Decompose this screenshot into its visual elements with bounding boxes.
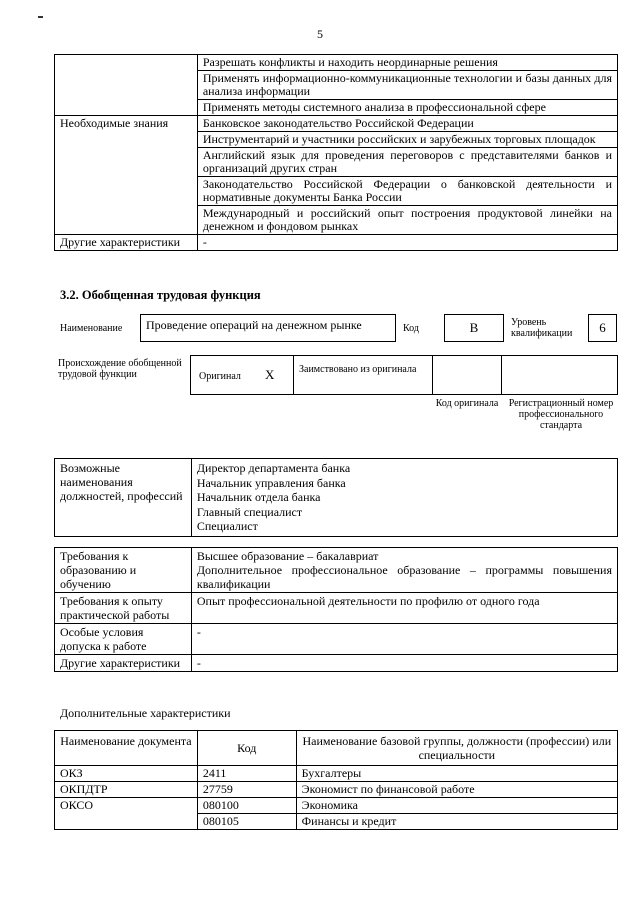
- header-code: Код: [197, 731, 296, 766]
- function-name-value: Проведение операций на денежном рынке: [146, 318, 362, 332]
- code-cell: 080100: [197, 798, 296, 814]
- requirement-label: Требования к образованию и обучению: [55, 548, 192, 593]
- table-header-row: [55, 731, 618, 766]
- requirement-value: Опыт профессиональной деятельности по профилю от одного года: [191, 593, 617, 624]
- requirement-label: Особые условия допуска к работе: [55, 624, 192, 655]
- name-cell: Финансы и кредит: [296, 814, 617, 830]
- table-row: [55, 782, 618, 798]
- empty-label-cell: [55, 55, 198, 116]
- table-row: [55, 459, 618, 537]
- borrowed-label: Заимствовано из оригинала: [299, 364, 417, 375]
- table-row: [55, 593, 618, 624]
- knowledge-cell: Инструментарий и участники российских и зарубежных торговых площадок: [197, 132, 617, 148]
- level-box: [588, 314, 617, 342]
- skill-cell: Применять информационно-коммуникационные технологии и базы данных для анализа информации: [197, 71, 617, 100]
- position-item: Начальник управления банка: [196, 475, 346, 490]
- table-row: [55, 766, 618, 782]
- requirement-value: -: [191, 624, 617, 655]
- level-value: 6: [599, 320, 606, 335]
- original-mark: X: [265, 367, 275, 382]
- name-cell: Экономист по финансовой работе: [296, 782, 617, 798]
- position-item: Специалист: [196, 519, 258, 533]
- divider: [432, 355, 433, 395]
- requirement-item: Дополнительное профессиональное образование – программы повышения квалификации: [196, 563, 612, 591]
- position-item: Главный специалист: [196, 504, 303, 519]
- doc-cell: ОКСО: [55, 798, 198, 830]
- additional-title: Дополнительные характеристики: [60, 706, 231, 720]
- knowledge-cell: Английский язык для проведения переговоров с представителями банков и организаций других стран: [197, 148, 617, 177]
- requirement-values: [191, 548, 617, 593]
- doc-cell: ОКПДТР: [55, 782, 198, 798]
- level-label: Уровень квалификации: [511, 317, 573, 339]
- scan-corner-mark: [38, 16, 43, 18]
- requirement-label: Требования к опыту практической работы: [55, 593, 192, 624]
- code-cell: 2411: [197, 766, 296, 782]
- position-item: Директор департамента банка: [196, 461, 351, 475]
- additional-table: [54, 730, 618, 830]
- positions-table: [54, 458, 618, 537]
- header-doc: Наименование документа: [55, 731, 198, 766]
- knowledge-cell: Законодательство Российской Федерации о банковской деятельности и нормативные документы Банка России: [197, 177, 617, 206]
- function-name-box: [140, 314, 396, 342]
- positions-label: Возможные наименования должностей, профессий: [55, 459, 192, 537]
- divider: [501, 355, 502, 395]
- table-row: [55, 548, 618, 593]
- table-row: [55, 624, 618, 655]
- requirement-value: -: [191, 655, 617, 672]
- table-row: [55, 798, 618, 814]
- code-value: B: [469, 320, 479, 335]
- code-box: [444, 314, 504, 342]
- table-row: [55, 655, 618, 672]
- knowledge-cell: Международный и российский опыт построения продуктовой линейки на денежном и фондовом рынках: [197, 206, 617, 235]
- knowledge-cell: Банковское законодательство Российской Федерации: [197, 116, 617, 132]
- code-cell: 080105: [197, 814, 296, 830]
- requirement-item: Высшее образование – бакалавриат: [196, 549, 379, 563]
- skills-knowledge-table: [54, 54, 618, 251]
- code-cell: 27759: [197, 782, 296, 798]
- reg-number-caption: Регистрационный номер профессионального стандарта: [508, 398, 614, 431]
- table-row: [55, 55, 618, 71]
- other-characteristics-label: Другие характеристики: [55, 235, 198, 251]
- skill-cell: Разрешать конфликты и находить неординарные решения: [197, 55, 617, 71]
- table-row: [55, 235, 618, 251]
- page-number: 5: [317, 27, 323, 41]
- requirement-label: Другие характеристики: [55, 655, 192, 672]
- table-row: [55, 116, 618, 132]
- position-item: Начальник отдела банка: [196, 490, 321, 504]
- name-cell: Экономика: [296, 798, 617, 814]
- positions-values: [191, 459, 617, 537]
- skill-cell: Применять методы системного анализа в профессиональной сфере: [197, 100, 617, 116]
- section-title: 3.2. Обобщенная трудовая функция: [60, 288, 261, 302]
- name-label: Наименование: [60, 323, 123, 334]
- original-label: Оригинал: [199, 371, 241, 382]
- requirements-table: [54, 547, 618, 672]
- header-name: Наименование базовой группы, должности (профессии) или специальности: [296, 731, 617, 766]
- knowledge-label: Необходимые знания: [55, 116, 198, 235]
- code-original-caption: Код оригинала: [435, 398, 499, 409]
- divider: [293, 355, 294, 395]
- origin-grid: [190, 355, 618, 395]
- other-characteristics-value: -: [197, 235, 617, 251]
- name-cell: Бухгалтеры: [296, 766, 617, 782]
- doc-cell: ОКЗ: [55, 766, 198, 782]
- code-label: Код: [403, 323, 419, 334]
- origin-label: Происхождение обобщенной трудовой функции: [58, 358, 182, 380]
